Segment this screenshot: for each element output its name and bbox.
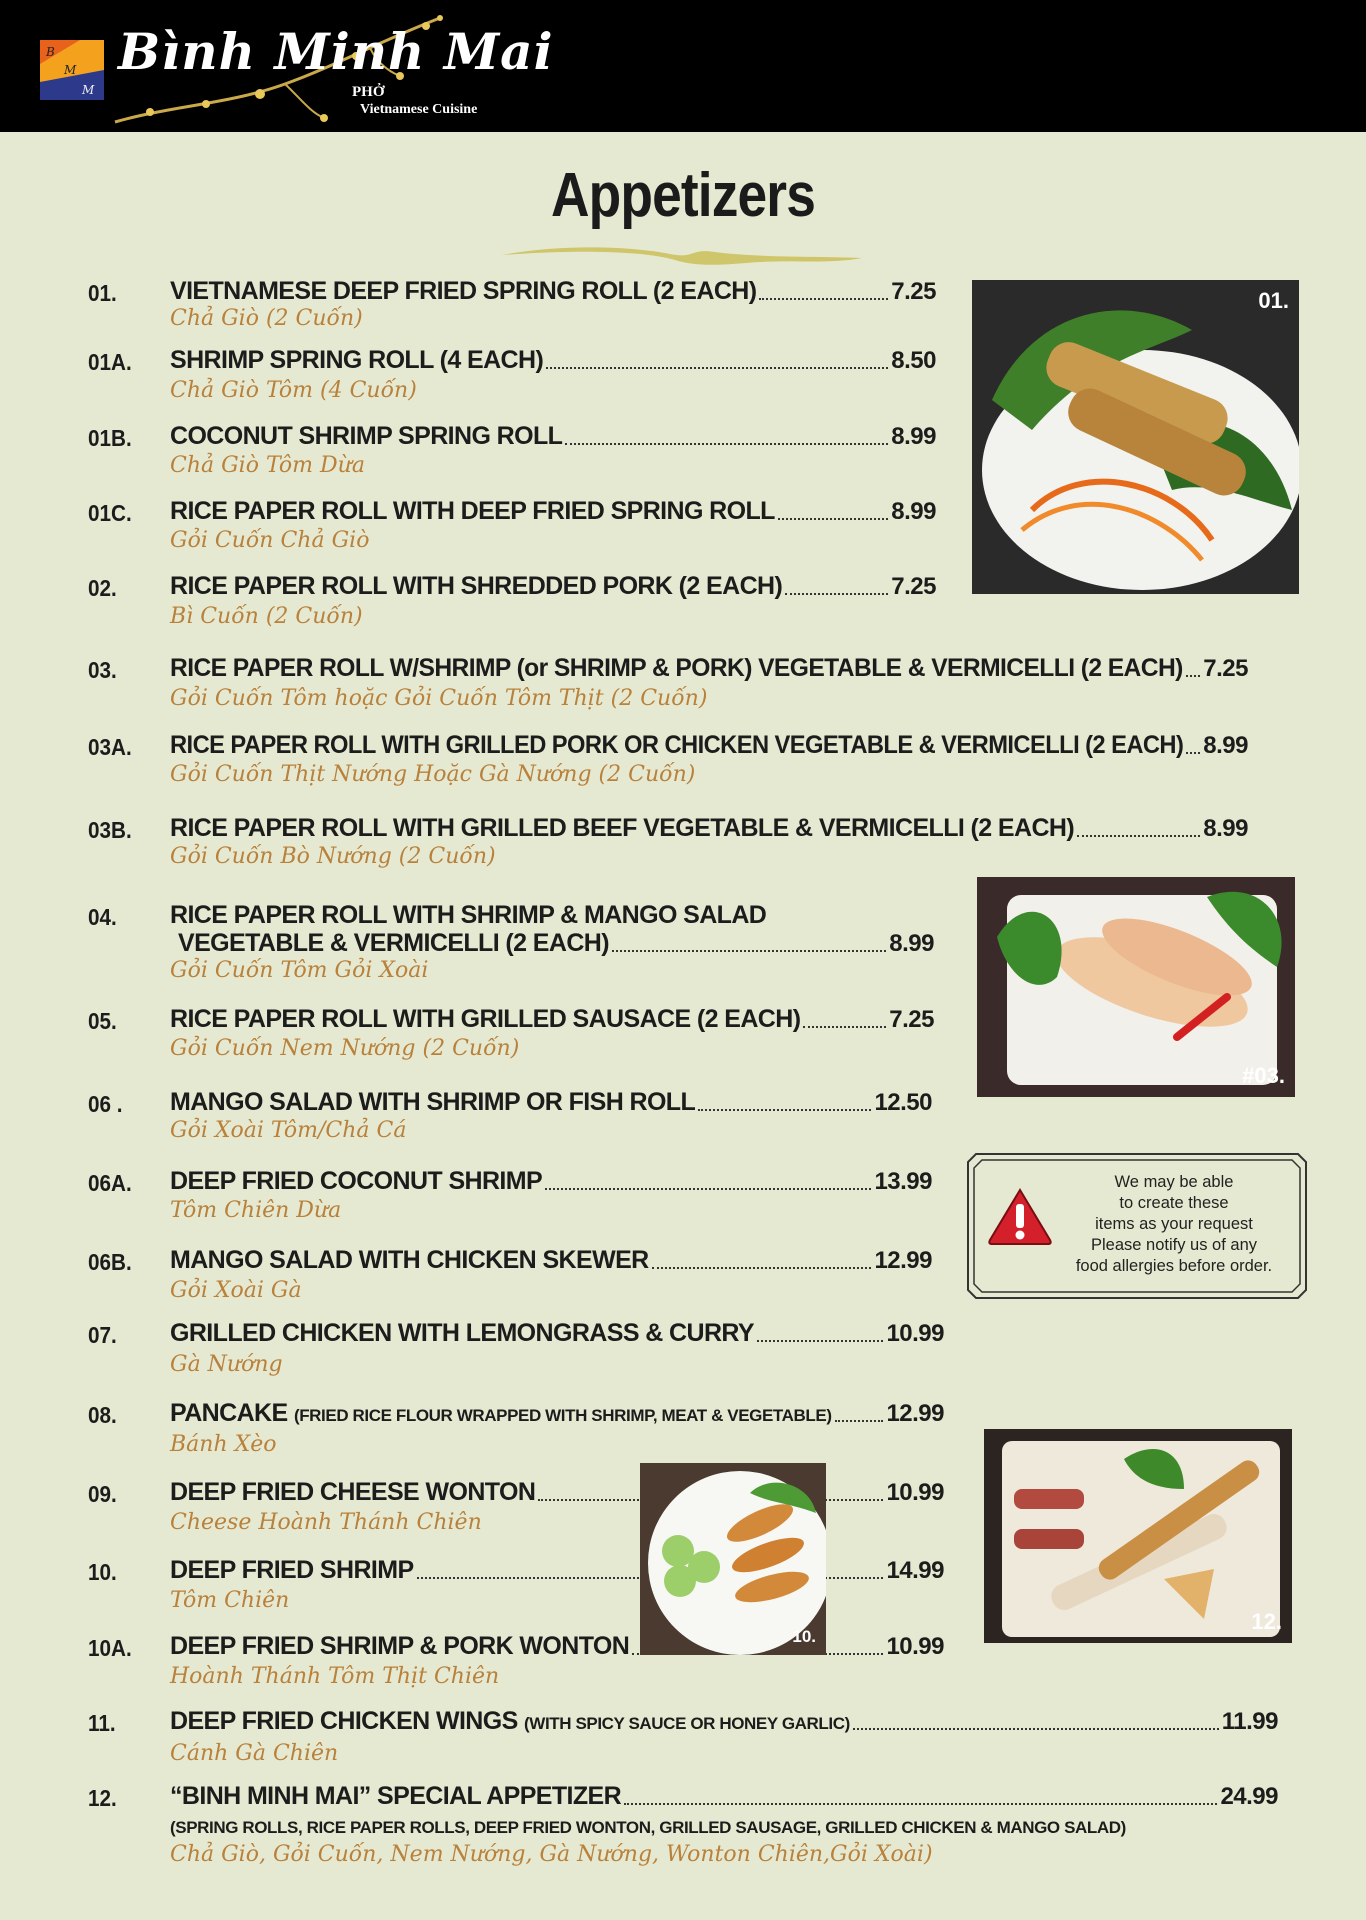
item-number: 03B. [88, 817, 132, 843]
item-name-text: SHRIMP SPRING ROLL (4 EACH) [170, 346, 544, 374]
item-name [170, 1088, 695, 1117]
item-number: 01C. [88, 500, 132, 526]
dot-leader [612, 950, 886, 952]
item-number: 10. [88, 1559, 117, 1585]
item-number: 01. [88, 280, 117, 306]
item-price: 12.50 [874, 1089, 932, 1116]
photo-spring-roll [972, 280, 1299, 594]
photo-label-03: #03. [1242, 1063, 1285, 1088]
item-name-text: RICE PAPER ROLL WITH GRILLED PORK OR CHICKEN VEGETABLE & VERMICELLI (2 EACH) [170, 731, 1184, 759]
item-name [170, 572, 782, 601]
item-vietnamese-name: Bánh Xèo [170, 1432, 277, 1457]
dot-leader [835, 1420, 884, 1422]
item-number: 05. [88, 1008, 117, 1034]
photo-fried-shrimp [640, 1463, 826, 1655]
item-price: 8.99 [889, 930, 934, 957]
item-number: 03A. [88, 734, 132, 760]
item-name [170, 1478, 535, 1507]
item-vietnamese-name: Hoành Thánh Tôm Thịt Chiên [170, 1664, 500, 1689]
item-number: 03. [88, 657, 117, 683]
item-note: (FRIED RICE FLOUR WRAPPED WITH SHRIMP, MEAT & VEGETABLE) [293, 1406, 832, 1425]
item-name [170, 1782, 621, 1811]
item-number: 10A. [88, 1635, 132, 1661]
dot-leader [698, 1109, 871, 1111]
item-price: 7.25 [891, 573, 936, 600]
item-number: 02. [88, 575, 117, 601]
dot-leader [757, 1340, 883, 1342]
item-name-text: GRILLED CHICKEN WITH LEMONGRASS & CURRY [170, 1319, 754, 1347]
photo-label-10: 10. [792, 1627, 816, 1646]
item-name [170, 814, 1074, 843]
item-number: 08. [88, 1402, 117, 1428]
item-price: 10.99 [886, 1479, 944, 1506]
item-name [170, 731, 1183, 760]
item-price: 24.99 [1220, 1783, 1278, 1810]
item-vietnamese-name: Cheese Hoành Thánh Chiên [170, 1510, 482, 1535]
dot-leader [652, 1267, 872, 1269]
item-vietnamese-name: Gỏi Cuốn Nem Nướng (2 Cuốn) [170, 1036, 520, 1061]
brand-name: Bình Minh Mai [118, 22, 554, 81]
item-vietnamese-name: Gỏi Cuốn Bò Nướng (2 Cuốn) [170, 844, 496, 869]
item-name [178, 929, 609, 958]
item-vietnamese-name: Cánh Gà Chiên [170, 1741, 339, 1766]
title-swash [500, 238, 865, 268]
item-name [170, 1556, 414, 1585]
item-note: (WITH SPICY SAUCE OR HONEY GARLIC) [524, 1714, 850, 1733]
item-price: 8.99 [1203, 815, 1248, 842]
item-number: 01A. [88, 349, 132, 375]
item-vietnamese-name: Chả Giò Tôm Dừa [170, 453, 365, 478]
item-vietnamese-name: Gỏi Cuốn Chả Giò [170, 528, 370, 553]
item-price: 10.99 [886, 1320, 944, 1347]
item-name-text: VIETNAMESE DEEP FRIED SPRING ROLL (2 EACH) [170, 277, 757, 305]
item-name [170, 1246, 649, 1275]
item-price: 14.99 [886, 1557, 944, 1584]
item-name-text: DEEP FRIED COCONUT SHRIMP [170, 1167, 543, 1195]
item-price: 8.50 [891, 347, 936, 374]
logo [40, 40, 104, 100]
item-vietnamese-name: Gỏi Cuốn Thịt Nướng Hoặc Gà Nướng (2 Cuốn) [170, 762, 696, 787]
notice-line: food allergies before order. [1075, 1257, 1273, 1275]
dot-leader [853, 1728, 1219, 1730]
item-name [170, 1319, 754, 1348]
photo-label-12: 12. [1251, 1609, 1282, 1634]
logo-letter-m2: M [82, 83, 95, 97]
item-vietnamese-name: Tôm Chiên Dừa [170, 1198, 342, 1223]
item-name-text: DEEP FRIED CHICKEN WINGS [170, 1707, 518, 1735]
item-name-text: MANGO SALAD WITH CHICKEN SKEWER [170, 1246, 649, 1274]
item-name [170, 1632, 629, 1661]
item-number: 11. [88, 1710, 116, 1736]
item-name-text: RICE PAPER ROLL WITH GRILLED BEEF VEGETABLE & VERMICELLI (2 EACH) [170, 814, 1075, 842]
item-name-text: RICE PAPER ROLL WITH DEEP FRIED SPRING ROLL [170, 497, 775, 525]
dot-leader [545, 1188, 871, 1190]
dot-leader [1186, 675, 1201, 677]
item-vietnamese-name: Chả Giò Tôm (4 Cuốn) [170, 378, 417, 403]
photo-label-01: 01. [1258, 288, 1289, 313]
item-price: 7.25 [1203, 655, 1248, 682]
dot-leader [785, 593, 888, 595]
item-price: 13.99 [874, 1168, 932, 1195]
item-name: RICE PAPER ROLL WITH SHRIMP & MANGO SALAD [170, 901, 767, 929]
item-number: 06 . [88, 1091, 123, 1117]
item-name-text: COCONUT SHRIMP SPRING ROLL [170, 422, 563, 450]
item-name-text: RICE PAPER ROLL WITH SHREDDED PORK (2 EACH) [170, 572, 783, 600]
item-vietnamese-name: Gỏi Cuốn Tôm Gỏi Xoài [170, 958, 429, 983]
item-name-text: RICE PAPER ROLL WITH GRILLED SAUSACE (2 EACH) [170, 1005, 801, 1033]
logo-letter-m1: M [64, 63, 77, 77]
brand-tagline: Vietnamese Cuisine [360, 102, 478, 117]
item-vietnamese-name: Tôm Chiên [170, 1588, 290, 1613]
item-price: 11.99 [1221, 1708, 1278, 1735]
item-number: 06A. [88, 1170, 132, 1196]
photo-rice-paper-roll [977, 877, 1295, 1097]
dot-leader [624, 1803, 1217, 1805]
item-name-text: DEEP FRIED SHRIMP [170, 1556, 414, 1584]
item-name-text: PANCAKE [170, 1399, 288, 1427]
item-price: 12.99 [886, 1400, 944, 1427]
dot-leader [803, 1026, 886, 1028]
item-vietnamese-name: Gỏi Cuốn Tôm hoặc Gỏi Cuốn Tôm Thịt (2 Cuốn) [170, 686, 708, 711]
photo-special-appetizer [984, 1429, 1292, 1643]
item-number: 04. [88, 904, 117, 930]
item-price: 7.25 [891, 278, 936, 305]
item-name [170, 346, 543, 375]
header [0, 0, 1366, 132]
item-price: 8.99 [1203, 732, 1248, 759]
item-number: 01B. [88, 425, 132, 451]
item-number: 12. [88, 1785, 117, 1811]
item-number: 06B. [88, 1249, 132, 1275]
item-vietnamese-name: Chả Giò, Gỏi Cuốn, Nem Nướng, Gà Nướng, Wonton Chiên,Gỏi Xoài) [170, 1842, 933, 1867]
item-name-text: RICE PAPER ROLL W/SHRIMP (or SHRIMP & PORK) VEGETABLE & VERMICELLI (2 EACH) [170, 654, 1183, 682]
item-name-text: DEEP FRIED SHRIMP & PORK WONTON [170, 1632, 630, 1660]
item-vietnamese-name: Gỏi Xoài Gà [170, 1278, 302, 1303]
item-number: 07. [88, 1322, 117, 1348]
dot-leader [1186, 752, 1200, 754]
item-name-text: MANGO SALAD WITH SHRIMP OR FISH ROLL [170, 1088, 696, 1116]
dot-leader [546, 367, 888, 369]
dot-leader [759, 298, 888, 300]
item-name [170, 654, 1183, 683]
item-price: 8.99 [891, 423, 936, 450]
item-vietnamese-name: Gà Nướng [170, 1352, 283, 1377]
item-name [170, 1005, 800, 1034]
dot-leader [1077, 835, 1200, 837]
item-description: (SPRING ROLLS, RICE PAPER ROLLS, DEEP FRIED WONTON, GRILLED SAUSAGE, GRILLED CHICKEN & MANGO SALAD) [170, 1818, 1126, 1837]
dot-leader [565, 443, 888, 445]
item-name [170, 277, 756, 306]
item-price: 8.99 [891, 498, 936, 525]
item-number: 09. [88, 1481, 117, 1507]
notice-line: We may be able [1114, 1173, 1234, 1191]
item-name [170, 1399, 832, 1428]
notice-line: Please notify us of any [1090, 1236, 1257, 1254]
brand-sub: PHỞ [352, 84, 385, 100]
item-price: 10.99 [886, 1633, 944, 1660]
item-name [170, 1167, 542, 1196]
item-vietnamese-name: Bì Cuốn (2 Cuốn) [170, 604, 363, 629]
item-price: 7.25 [889, 1006, 934, 1033]
item-name [170, 1707, 850, 1736]
item-name [170, 497, 775, 526]
item-name [170, 422, 562, 451]
notice-line: to create these [1119, 1194, 1229, 1212]
item-name-text: VEGETABLE & VERMICELLI (2 EACH) [178, 929, 609, 957]
page-title: Appetizers [551, 161, 815, 230]
item-vietnamese-name: Gỏi Xoài Tôm/Chả Cá [170, 1118, 407, 1143]
notice-line: items as your request [1095, 1215, 1253, 1233]
logo-letter-b: B [46, 45, 55, 59]
item-price: 12.99 [874, 1247, 932, 1274]
item-name-text: “BINH MINH MAI” SPECIAL APPETIZER [170, 1782, 622, 1810]
item-vietnamese-name: Chả Giò (2 Cuốn) [170, 306, 363, 331]
item-name-text: DEEP FRIED CHEESE WONTON [170, 1478, 536, 1506]
dot-leader [778, 518, 888, 520]
allergy-notice-text [1044, 1172, 1304, 1277]
